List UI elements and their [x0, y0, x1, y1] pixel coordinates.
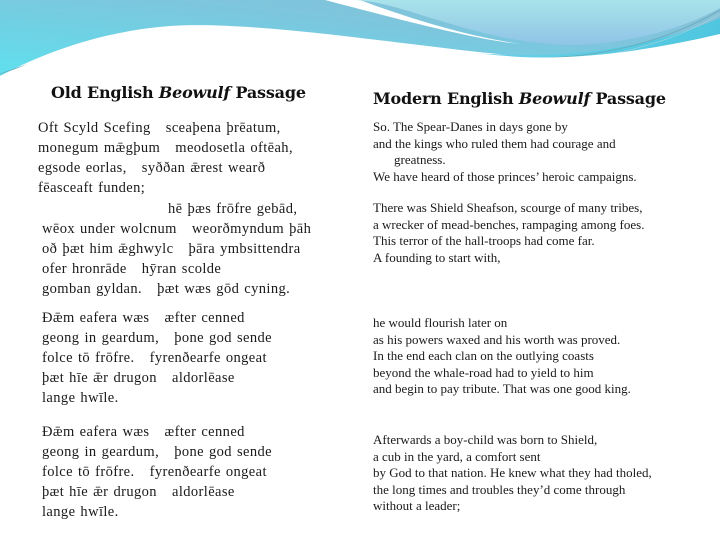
- verse-line: without a leader;: [373, 498, 461, 513]
- verse-line: Ðǣm eafera wæs æfter cenned: [42, 310, 245, 326]
- verse-line: a wrecker of mead-benches, rampaging among foes.: [373, 216, 645, 232]
- old-english-stanza-2: [42, 199, 311, 299]
- verse-line: and begin to pay tribute. That was one good king.: [373, 381, 631, 396]
- verse-line: oð þæt him ǣghwylc þāra ymbsittendra: [42, 241, 301, 257]
- modern-english-stanza-3: [373, 315, 693, 398]
- verse-line: the long times and troubles they’d come through: [373, 481, 626, 497]
- verse-line: Afterwards a boy-child was born to Shield,: [373, 432, 598, 447]
- title-text: Passage: [230, 83, 306, 102]
- verse-line: We have heard of those princes’ heroic campaigns.: [373, 168, 637, 184]
- verse-line: fēasceaft funden;: [38, 180, 146, 196]
- modern-english-stanza-2: [373, 200, 693, 266]
- title-italic-text: Beowulf: [158, 83, 231, 102]
- verse-line: beyond the whale-road had to yield to him: [373, 364, 594, 380]
- verse-line: lange hwīle.: [42, 504, 119, 520]
- title-text: Old English: [51, 83, 159, 102]
- verse-line: gomban gyldan. þæt wæs gōd cyning.: [42, 281, 291, 297]
- verse-line: Oft Scyld Scefing sceaþena þrēatum,: [38, 120, 281, 136]
- verse-line: lange hwīle.: [42, 390, 119, 406]
- verse-line: geong in geardum, þone god sende: [42, 444, 272, 460]
- old-english-stanza-3: [42, 308, 272, 408]
- verse-line: þæt hīe ǣr drugon aldorlēase: [42, 370, 235, 386]
- modern-english-stanza-1: [373, 119, 693, 185]
- verse-line: There was Shield Sheafson, scourge of many tribes,: [373, 200, 643, 215]
- verse-line: þæt hīe ǣr drugon aldorlēase: [42, 484, 235, 500]
- verse-line: In the end each clan on the outlying coasts: [373, 348, 594, 363]
- verse-line: monegum mǣgþum meodosetla oftēah,: [38, 140, 293, 156]
- verse-line: by God to that nation. He knew what they had tholed,: [373, 465, 652, 480]
- old-english-stanza-4: [42, 422, 272, 522]
- verse-line: egsode eorlas, syððan ǣrest wearð: [38, 160, 266, 176]
- header-wave-decoration: [0, 0, 720, 80]
- title-italic-text: Beowulf: [518, 89, 591, 108]
- verse-line: folce tō frōfre. fyrenðearfe ongeat: [42, 350, 267, 366]
- title-text: Modern English: [373, 89, 519, 108]
- verse-line: Ðǣm eafera wæs æfter cenned: [42, 424, 245, 440]
- old-english-title: [51, 83, 306, 102]
- verse-line: a cub in the yard, a comfort sent: [373, 448, 541, 464]
- verse-line: as his powers waxed and his worth was proved.: [373, 331, 621, 347]
- modern-english-title: [373, 89, 666, 108]
- modern-english-stanza-4: [373, 432, 693, 515]
- verse-line: he would flourish later on: [373, 315, 508, 330]
- verse-line: This terror of the hall-troops had come far.: [373, 233, 595, 248]
- verse-line: folce tō frōfre. fyrenðearfe ongeat: [42, 464, 267, 480]
- verse-line: ofer hronrāde hȳran scolde: [42, 261, 222, 277]
- verse-line: wēox under wolcnum weorðmyndum þāh: [42, 221, 312, 237]
- verse-line: and the kings who ruled them had courage and greatness.: [373, 135, 616, 167]
- verse-line: A founding to start with,: [373, 249, 501, 265]
- verse-line: geong in geardum, þone god sende: [42, 330, 272, 346]
- verse-line: So. The Spear-Danes in days gone by: [373, 119, 568, 134]
- verse-line: hē þæs frōfre gebād,: [168, 201, 298, 217]
- title-text: Passage: [590, 89, 666, 108]
- old-english-stanza-1: [38, 118, 293, 198]
